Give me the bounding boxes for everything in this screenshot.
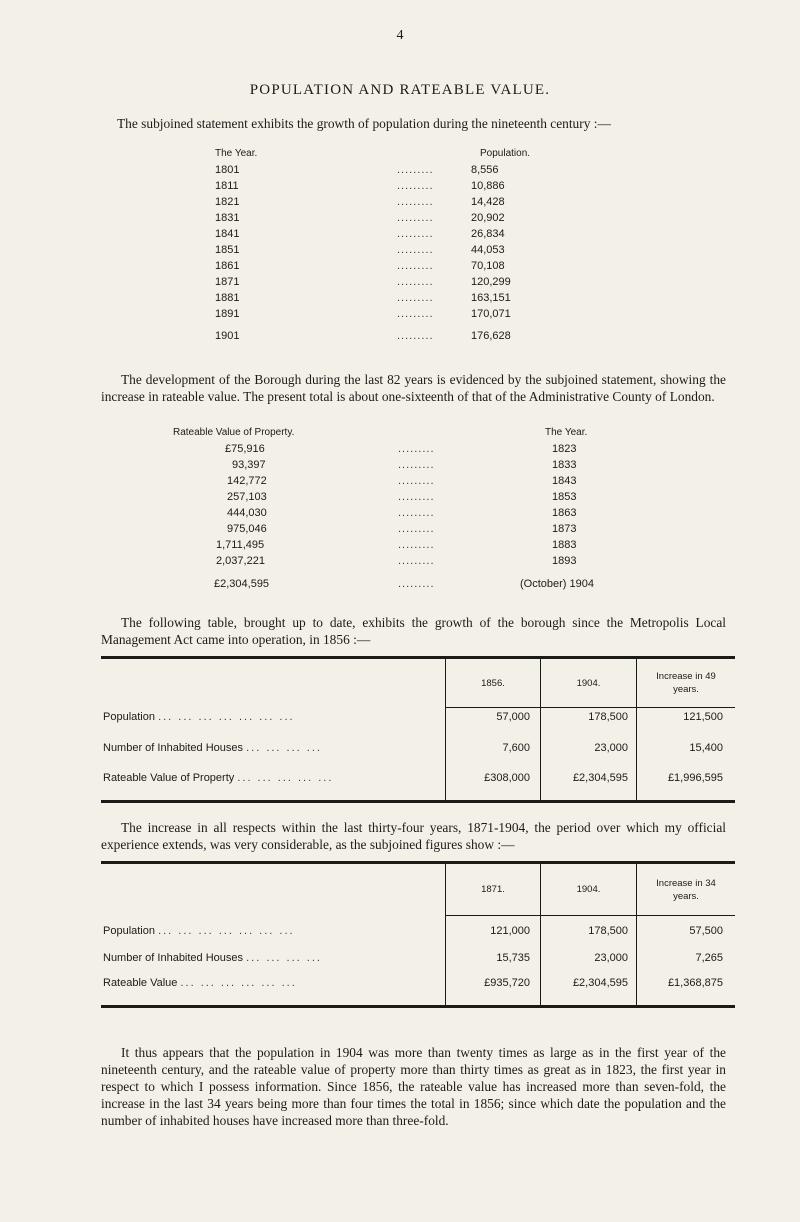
growth-table-1871-1904: 1871. 1904. Increase in 34 years. Population ... ... ... ... ... ... ... 121,000 178,500 57,500 Number of Inhabited Houses ... ... ... ... 15,735 23,000 7,265 Rateable Value ... ... ... ... ... ... £935,720 £2,304,595 £1,368,875 xyxy=(101,861,735,1008)
document-page: 4 POPULATION AND RATEABLE VALUE. The subjoined statement exhibits the growth of population during the nineteenth century :— The Year. Population. 1801 ......... 8,556 1811 ......... 10,886 1821 ......... 14,428 1831 ......... 20,902 1841 ......... 26,834 1851 ......... 44,053 1861 ......... 70,108 1871 ......... 120,299 1881 ......... 163,151 1891 ......... 170,071 1901 ......... 176,628 The development of the Borough during the last 82 years is evidenced by the subjoined statement, showing the increase in rateable value. The present total is about one-sixteenth of that of the Administrative County of London. Rateable Value of Property. The Year. £75,916 ......... 1823 93,397 ......... 1833 142,772 ......... 1843 257,103 ......... 1853 444,030 ......... 1863 975,046 ......... 1873 1,711,495 ......... 1883 2,037,221 ......... 1893 £2,304,595 ......... (October) 1904 The following table, brought up to date, exhibits the growth of the borough since the Metropolis Local Management Act came into operation, in 1856 :— 1856. 1904. Increase in 49 years. Population ... ... ... ... ... ... ... 57,000 178,500 121,500 Number of Inhabited Houses ... ... ... ... 7,600 23,000 15,400 Rateable Value of Property ... ... ... ... ... £308,000 £2,304,595 £1,996,595 The increase in all respects within the last thirty-four years, 1871-1904, the period over which my official experience extends, was very considerable, as the subjoined figures show :— 1871. 1904. Increase in 34 years. Population ... ... ... ... ... ... ... 121,000 178,500 57,500 Number of Inhabited Houses ... ... ... ... 15,735 23,000 7,265 Rateable Value ... ... ... ... ... ... £935,720 £2,304,595 £1,368,875 It thus appears that the population in 1904 was more than twenty times as large as in the first year of the nineteenth century, and the rateable value of property more than thirty times as great as in 1823, the first year in respect to which I possess information. Since 1856, the rateable value has increased more than seven-fold, the increase in the last 34 years being more than four times the total in 1856; since which date the population and the number of inhabited houses have increased more than three-fold. xyxy=(0,0,800,1222)
page-number: 4 xyxy=(396,28,404,43)
column-header: Increase in 34 years. xyxy=(656,877,716,902)
table1-intro-paragraph: The following table, brought up to date, exhibits the growth of the borough since the Metropolis Local Management Act came into operation, in 1856 :— xyxy=(101,615,726,647)
development-paragraph: The development of the Borough during the last 82 years is evidenced by the subjoined statement, showing the increase in rateable value. The present total is about one-sixteenth of that of the Administrative County of London. xyxy=(101,372,726,404)
conclusion-paragraph: It thus appears that the population in 1904 was more than twenty times as large as in the first year of the nineteenth century, and the rateable value of property more than thirty times as great as in 1823, the first year in respect to which I possess information. Since 1856, the rateable value has increased more than seven-fold, the increase in the last 34 years being more than four times the total in 1856; since which date the population and the number of inhabited houses have increased more than three-fold. xyxy=(101,1045,726,1128)
column-header: Increase in 49 years. xyxy=(656,671,716,695)
table-row: Number of Inhabited Houses ... ... ... ... xyxy=(103,742,322,754)
rateable-list-year-header: The Year. xyxy=(545,427,588,438)
page-title: POPULATION AND RATEABLE VALUE. xyxy=(249,82,551,98)
population-list-year-header: The Year. xyxy=(215,148,258,159)
column-header: 1904. xyxy=(576,884,601,895)
table-row: Number of Inhabited Houses ... ... ... ... xyxy=(103,952,322,964)
column-header: 1856. xyxy=(481,677,505,689)
rateable-list-value-header: Rateable Value of Property. xyxy=(173,427,295,438)
population-list-value-header: Population. xyxy=(480,148,531,159)
table2-intro-paragraph: The increase in all respects within the last thirty-four years, 1871-1904, the period over which my official experience extends, was very considerable, as the subjoined figures show :— xyxy=(101,820,726,852)
table-row: Population ... ... ... ... ... ... ... xyxy=(103,925,295,937)
table-row: Rateable Value of Property ... ... ... ... ... xyxy=(103,772,334,784)
table-row: Rateable Value ... ... ... ... ... ... xyxy=(103,977,297,989)
intro-paragraph: The subjoined statement exhibits the growth of population during the nineteenth century :— xyxy=(117,116,611,131)
growth-table-1856-1904: 1856. 1904. Increase in 49 years. Population ... ... ... ... ... ... ... 57,000 178,500 121,500 Number of Inhabited Houses ... ... ... ... 7,600 23,000 15,400 Rateable Value of Property ... ... ... ... ... £308,000 £2,304,595 £1,996,595 xyxy=(101,656,735,803)
column-header: 1904. xyxy=(576,677,601,689)
column-header: 1871. xyxy=(481,884,505,895)
table-row: Population ... ... ... ... ... ... ... xyxy=(103,711,295,723)
